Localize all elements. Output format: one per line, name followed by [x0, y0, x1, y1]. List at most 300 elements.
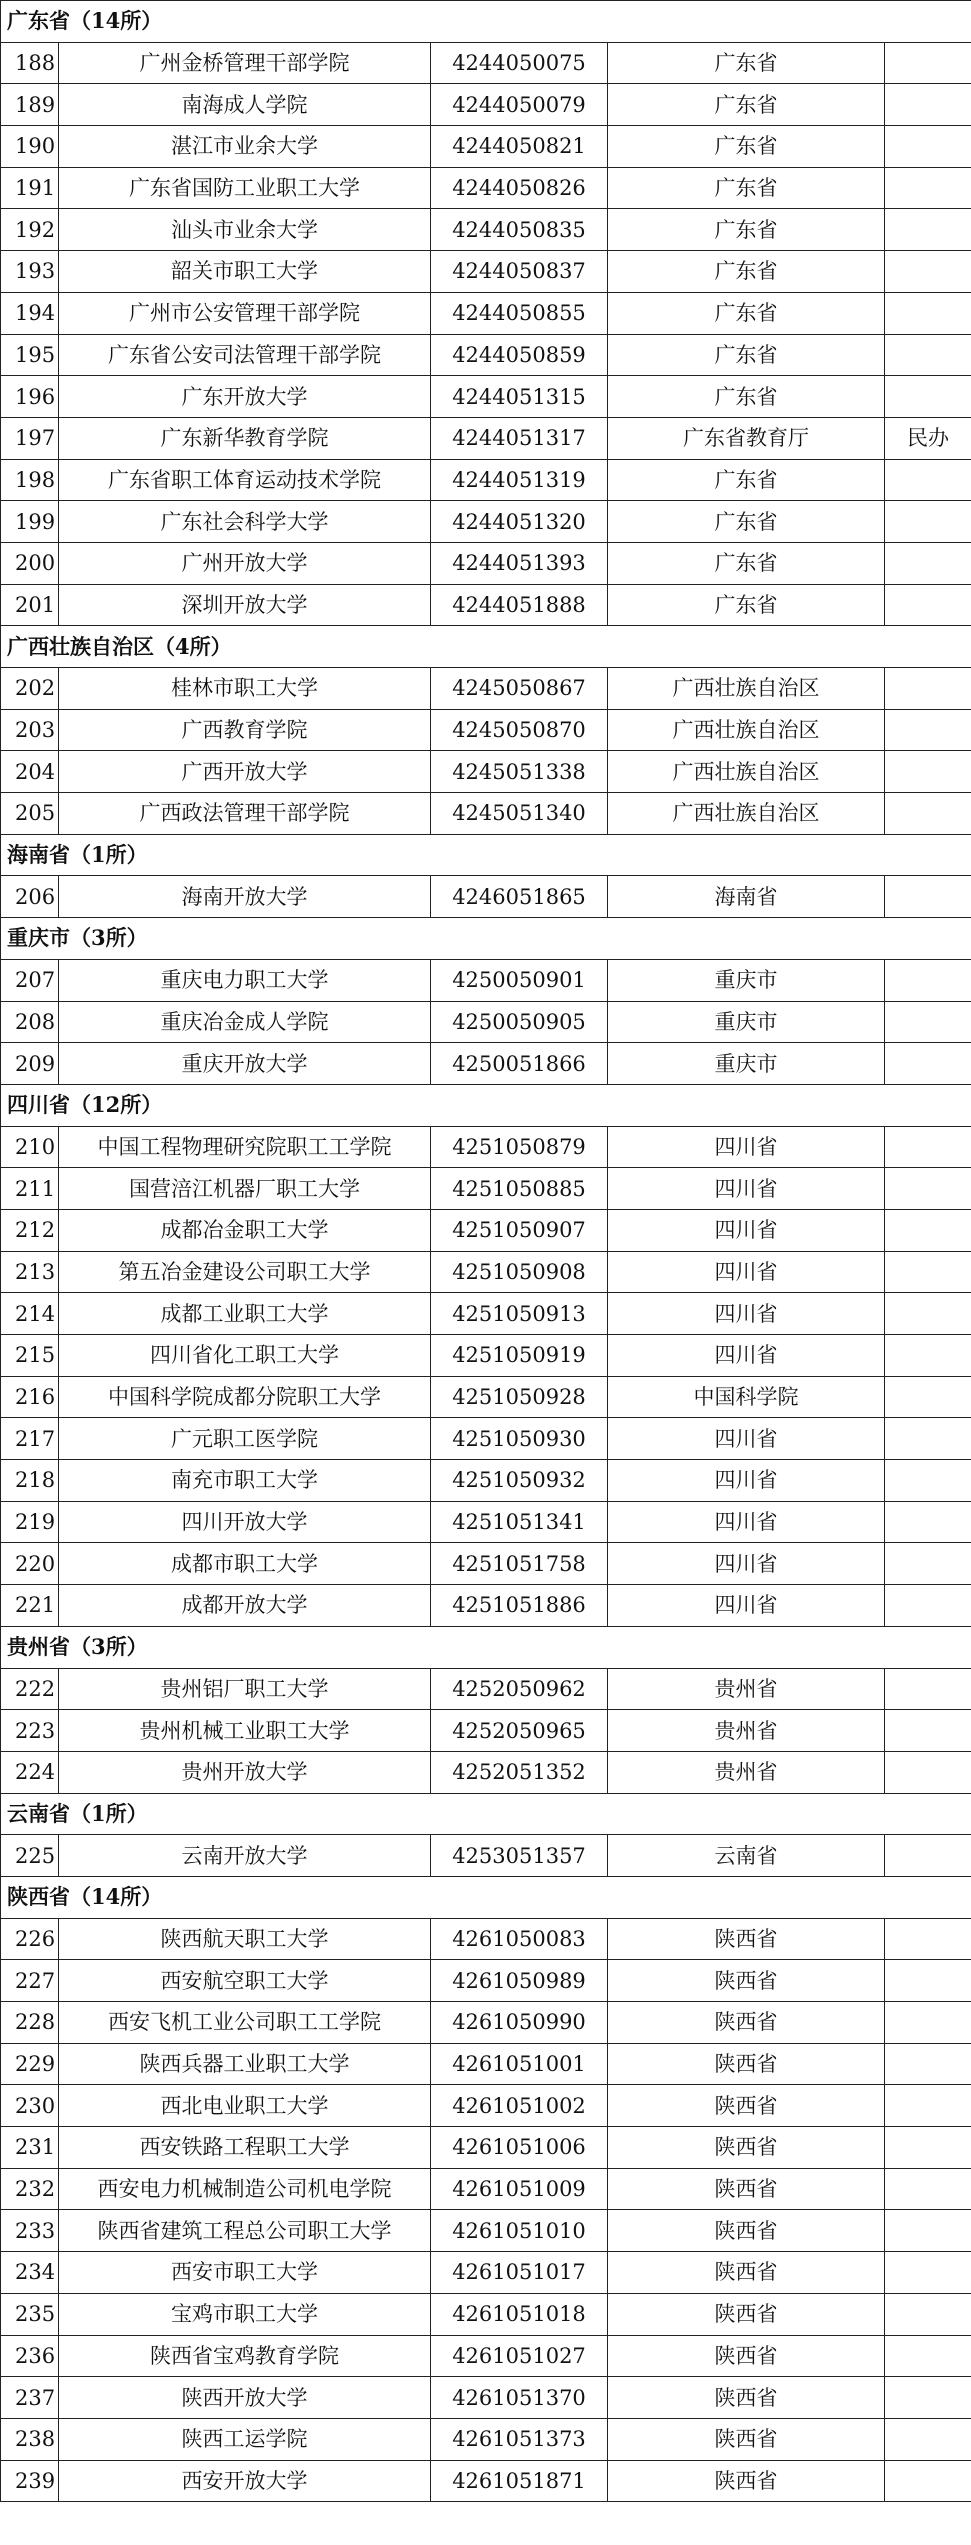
row-number: 212 — [1, 1209, 59, 1251]
institution-name: 陕西兵器工业职工大学 — [59, 2043, 431, 2085]
department: 陕西省 — [608, 1960, 885, 2002]
institution-name: 宝鸡市职工大学 — [59, 2293, 431, 2335]
note — [885, 584, 971, 626]
row-number: 202 — [1, 668, 59, 710]
institution-code: 4261051018 — [431, 2293, 608, 2335]
department: 重庆市 — [608, 1001, 885, 1043]
institution-name: 广东新华教育学院 — [59, 417, 431, 459]
note — [885, 2293, 971, 2335]
row-number: 200 — [1, 542, 59, 584]
table-row — [1, 1585, 971, 1627]
department: 四川省 — [608, 1209, 885, 1251]
group-header-row — [1, 918, 971, 960]
note — [885, 209, 971, 251]
row-number: 224 — [1, 1751, 59, 1793]
note — [885, 2002, 971, 2044]
note — [885, 1251, 971, 1293]
institution-code: 4253051357 — [431, 1835, 608, 1877]
note — [885, 459, 971, 501]
department: 四川省 — [608, 1335, 885, 1377]
institution-code: 4251050907 — [431, 1209, 608, 1251]
institution-code: 4244051319 — [431, 459, 608, 501]
department: 陕西省 — [608, 2210, 885, 2252]
institution-code: 4244050826 — [431, 167, 608, 209]
row-number: 216 — [1, 1376, 59, 1418]
institution-name: 西北电业职工大学 — [59, 2085, 431, 2127]
table-row — [1, 1710, 971, 1752]
row-number: 225 — [1, 1835, 59, 1877]
institution-name: 陕西省建筑工程总公司职工大学 — [59, 2210, 431, 2252]
table-row — [1, 709, 971, 751]
institution-name: 南充市职工大学 — [59, 1460, 431, 1502]
row-number: 217 — [1, 1418, 59, 1460]
institution-name: 贵州机械工业职工大学 — [59, 1710, 431, 1752]
table-row — [1, 2335, 971, 2377]
table-row — [1, 2293, 971, 2335]
table-row — [1, 793, 971, 835]
institution-name: 成都冶金职工大学 — [59, 1209, 431, 1251]
row-number: 196 — [1, 376, 59, 418]
institution-code: 4244050079 — [431, 84, 608, 126]
institution-name: 广西政法管理干部学院 — [59, 793, 431, 835]
row-number: 191 — [1, 167, 59, 209]
institution-name: 陕西省宝鸡教育学院 — [59, 2335, 431, 2377]
table-row — [1, 209, 971, 251]
institution-code: 4261051370 — [431, 2377, 608, 2419]
note — [885, 167, 971, 209]
department: 重庆市 — [608, 1043, 885, 1085]
note — [885, 1001, 971, 1043]
row-number: 205 — [1, 793, 59, 835]
table-row — [1, 1251, 971, 1293]
table-row — [1, 2168, 971, 2210]
note — [885, 126, 971, 168]
department: 陕西省 — [608, 2043, 885, 2085]
institution-code: 4252051352 — [431, 1751, 608, 1793]
row-number: 199 — [1, 501, 59, 543]
note — [885, 1126, 971, 1168]
table-row — [1, 167, 971, 209]
institution-code: 4244050837 — [431, 251, 608, 293]
table-row — [1, 2085, 971, 2127]
group-title: 贵州省（3所） — [1, 1626, 971, 1668]
row-number: 232 — [1, 2168, 59, 2210]
group-title: 云南省（1所） — [1, 1793, 971, 1835]
note — [885, 1918, 971, 1960]
table-row — [1, 1501, 971, 1543]
institution-code: 4246051865 — [431, 876, 608, 918]
institution-code: 4261050083 — [431, 1918, 608, 1960]
institution-code: 4252050962 — [431, 1668, 608, 1710]
table-row — [1, 2252, 971, 2294]
note — [885, 1835, 971, 1877]
department: 四川省 — [608, 1585, 885, 1627]
group-header-row — [1, 1876, 971, 1918]
department: 云南省 — [608, 1835, 885, 1877]
institution-code: 4261051010 — [431, 2210, 608, 2252]
row-number: 219 — [1, 1501, 59, 1543]
group-header-row — [1, 834, 971, 876]
note — [885, 1418, 971, 1460]
institution-code: 4244051315 — [431, 376, 608, 418]
department: 重庆市 — [608, 959, 885, 1001]
row-number: 209 — [1, 1043, 59, 1085]
institution-code: 4245051340 — [431, 793, 608, 835]
note — [885, 1960, 971, 2002]
institution-name: 贵州铝厂职工大学 — [59, 1668, 431, 1710]
institution-name: 成都工业职工大学 — [59, 1293, 431, 1335]
department: 陕西省 — [608, 2377, 885, 2419]
note: 民办 — [885, 417, 971, 459]
note — [885, 2043, 971, 2085]
note — [885, 501, 971, 543]
row-number: 237 — [1, 2377, 59, 2419]
row-number: 204 — [1, 751, 59, 793]
table-row — [1, 2002, 971, 2044]
department: 四川省 — [608, 1543, 885, 1585]
institution-name: 西安铁路工程职工大学 — [59, 2127, 431, 2169]
row-number: 197 — [1, 417, 59, 459]
table-row — [1, 251, 971, 293]
institution-name: 广东省公安司法管理干部学院 — [59, 334, 431, 376]
row-number: 198 — [1, 459, 59, 501]
table-row — [1, 1001, 971, 1043]
table-row — [1, 1960, 971, 2002]
institution-code: 4244050821 — [431, 126, 608, 168]
note — [885, 1209, 971, 1251]
department: 广东省 — [608, 251, 885, 293]
department: 广东省 — [608, 584, 885, 626]
table-row — [1, 1918, 971, 1960]
institution-name: 广元职工医学院 — [59, 1418, 431, 1460]
institution-name: 深圳开放大学 — [59, 584, 431, 626]
institution-code: 4251050928 — [431, 1376, 608, 1418]
department: 广东省 — [608, 292, 885, 334]
table-row — [1, 1543, 971, 1585]
institution-name: 第五冶金建设公司职工大学 — [59, 1251, 431, 1293]
row-number: 230 — [1, 2085, 59, 2127]
institution-name: 海南开放大学 — [59, 876, 431, 918]
institution-name: 广州金桥管理干部学院 — [59, 42, 431, 84]
note — [885, 1668, 971, 1710]
institution-name: 云南开放大学 — [59, 1835, 431, 1877]
department: 陕西省 — [608, 2168, 885, 2210]
institution-code: 4244051393 — [431, 542, 608, 584]
table-row — [1, 292, 971, 334]
department: 广东省 — [608, 126, 885, 168]
department: 贵州省 — [608, 1751, 885, 1793]
institution-name: 四川开放大学 — [59, 1501, 431, 1543]
institution-name: 中国工程物理研究院职工工学院 — [59, 1126, 431, 1168]
institution-code: 4245050870 — [431, 709, 608, 751]
row-number: 223 — [1, 1710, 59, 1752]
row-number: 238 — [1, 2418, 59, 2460]
note — [885, 1335, 971, 1377]
institution-code: 4261051373 — [431, 2418, 608, 2460]
group-title: 重庆市（3所） — [1, 918, 971, 960]
table-row — [1, 584, 971, 626]
note — [885, 292, 971, 334]
group-header-row — [1, 1084, 971, 1126]
note — [885, 376, 971, 418]
department: 四川省 — [608, 1126, 885, 1168]
table-row — [1, 84, 971, 126]
row-number: 233 — [1, 2210, 59, 2252]
institution-code: 4251051758 — [431, 1543, 608, 1585]
note — [885, 876, 971, 918]
institution-code: 4244050859 — [431, 334, 608, 376]
department: 广东省 — [608, 542, 885, 584]
department: 陕西省 — [608, 2460, 885, 2502]
institution-name: 成都市职工大学 — [59, 1543, 431, 1585]
institution-code: 4251050913 — [431, 1293, 608, 1335]
row-number: 215 — [1, 1335, 59, 1377]
note — [885, 1501, 971, 1543]
row-number: 195 — [1, 334, 59, 376]
note — [885, 42, 971, 84]
table-row — [1, 1751, 971, 1793]
table-row — [1, 1209, 971, 1251]
note — [885, 709, 971, 751]
department: 陕西省 — [608, 2002, 885, 2044]
note — [885, 334, 971, 376]
note — [885, 2127, 971, 2169]
table-row — [1, 1043, 971, 1085]
row-number: 229 — [1, 2043, 59, 2085]
row-number: 210 — [1, 1126, 59, 1168]
table-row — [1, 1126, 971, 1168]
department: 广东省 — [608, 376, 885, 418]
table-row — [1, 1335, 971, 1377]
department: 广东省 — [608, 209, 885, 251]
group-header-row — [1, 1, 971, 43]
institution-code: 4251050930 — [431, 1418, 608, 1460]
group-title: 广西壮族自治区（4所） — [1, 626, 971, 668]
institution-code: 4252050965 — [431, 1710, 608, 1752]
department: 广西壮族自治区 — [608, 709, 885, 751]
institution-name: 四川省化工职工大学 — [59, 1335, 431, 1377]
note — [885, 1751, 971, 1793]
institution-code: 4261051009 — [431, 2168, 608, 2210]
department: 广西壮族自治区 — [608, 793, 885, 835]
group-title: 陕西省（14所） — [1, 1876, 971, 1918]
institution-code: 4245050867 — [431, 668, 608, 710]
department: 四川省 — [608, 1501, 885, 1543]
note — [885, 2418, 971, 2460]
table-row — [1, 959, 971, 1001]
note — [885, 1168, 971, 1210]
institution-name: 成都开放大学 — [59, 1585, 431, 1627]
row-number: 194 — [1, 292, 59, 334]
row-number: 190 — [1, 126, 59, 168]
department: 广西壮族自治区 — [608, 668, 885, 710]
institution-name: 广西教育学院 — [59, 709, 431, 751]
institution-name: 国营涪江机器厂职工大学 — [59, 1168, 431, 1210]
group-header-row — [1, 1793, 971, 1835]
institution-name: 陕西工运学院 — [59, 2418, 431, 2460]
row-number: 193 — [1, 251, 59, 293]
department: 广东省 — [608, 84, 885, 126]
row-number: 226 — [1, 1918, 59, 1960]
institution-code: 4251050879 — [431, 1126, 608, 1168]
table-row — [1, 751, 971, 793]
note — [885, 542, 971, 584]
row-number: 189 — [1, 84, 59, 126]
institution-name: 西安电力机械制造公司机电学院 — [59, 2168, 431, 2210]
institution-code: 4244051888 — [431, 584, 608, 626]
row-number: 214 — [1, 1293, 59, 1335]
row-number: 201 — [1, 584, 59, 626]
table-row — [1, 2377, 971, 2419]
table-row — [1, 126, 971, 168]
table-row — [1, 459, 971, 501]
row-number: 208 — [1, 1001, 59, 1043]
department: 广东省 — [608, 459, 885, 501]
institution-name: 重庆开放大学 — [59, 1043, 431, 1085]
institution-name: 汕头市业余大学 — [59, 209, 431, 251]
table-row — [1, 376, 971, 418]
institution-name: 贵州开放大学 — [59, 1751, 431, 1793]
institution-name: 广西开放大学 — [59, 751, 431, 793]
institution-code: 4261051001 — [431, 2043, 608, 2085]
row-number: 228 — [1, 2002, 59, 2044]
table-row — [1, 2210, 971, 2252]
institution-code: 4245051338 — [431, 751, 608, 793]
group-title: 广东省（14所） — [1, 1, 971, 43]
institution-code: 4261051006 — [431, 2127, 608, 2169]
department: 四川省 — [608, 1293, 885, 1335]
department: 广东省教育厅 — [608, 417, 885, 459]
institution-code: 4244050835 — [431, 209, 608, 251]
institution-name: 广州开放大学 — [59, 542, 431, 584]
department: 广东省 — [608, 167, 885, 209]
row-number: 221 — [1, 1585, 59, 1627]
table-row — [1, 334, 971, 376]
note — [885, 668, 971, 710]
table-row — [1, 2460, 971, 2502]
institution-name: 陕西航天职工大学 — [59, 1918, 431, 1960]
row-number: 235 — [1, 2293, 59, 2335]
row-number: 211 — [1, 1168, 59, 1210]
institution-name: 广东社会科学大学 — [59, 501, 431, 543]
department: 贵州省 — [608, 1710, 885, 1752]
note — [885, 1460, 971, 1502]
table-row — [1, 501, 971, 543]
table-row — [1, 1168, 971, 1210]
row-number: 213 — [1, 1251, 59, 1293]
note — [885, 751, 971, 793]
department: 广东省 — [608, 334, 885, 376]
institution-name: 韶关市职工大学 — [59, 251, 431, 293]
institution-code: 4244050855 — [431, 292, 608, 334]
note — [885, 2377, 971, 2419]
note — [885, 1585, 971, 1627]
institution-name: 桂林市职工大学 — [59, 668, 431, 710]
institution-name: 广东省国防工业职工大学 — [59, 167, 431, 209]
group-title: 四川省（12所） — [1, 1084, 971, 1126]
table-row — [1, 417, 971, 459]
table-row — [1, 2043, 971, 2085]
table-row — [1, 1293, 971, 1335]
table-row — [1, 1418, 971, 1460]
note — [885, 2335, 971, 2377]
institution-code: 4244051320 — [431, 501, 608, 543]
institution-code: 4261050990 — [431, 2002, 608, 2044]
institution-name: 西安航空职工大学 — [59, 1960, 431, 2002]
department: 广东省 — [608, 42, 885, 84]
institution-name: 陕西开放大学 — [59, 2377, 431, 2419]
institution-code: 4261051017 — [431, 2252, 608, 2294]
table-row — [1, 668, 971, 710]
table-row — [1, 1376, 971, 1418]
institution-name: 西安市职工大学 — [59, 2252, 431, 2294]
note — [885, 1293, 971, 1335]
row-number: 227 — [1, 1960, 59, 2002]
department: 四川省 — [608, 1418, 885, 1460]
department: 陕西省 — [608, 2293, 885, 2335]
institution-name: 湛江市业余大学 — [59, 126, 431, 168]
table-row — [1, 42, 971, 84]
department: 四川省 — [608, 1460, 885, 1502]
institution-code: 4244050075 — [431, 42, 608, 84]
row-number: 236 — [1, 2335, 59, 2377]
note — [885, 793, 971, 835]
department: 陕西省 — [608, 2127, 885, 2169]
department: 四川省 — [608, 1251, 885, 1293]
institution-code: 4251051886 — [431, 1585, 608, 1627]
note — [885, 1376, 971, 1418]
table-row — [1, 542, 971, 584]
institution-name: 南海成人学院 — [59, 84, 431, 126]
institution-name: 重庆冶金成人学院 — [59, 1001, 431, 1043]
row-number: 218 — [1, 1460, 59, 1502]
institution-name: 广州市公安管理干部学院 — [59, 292, 431, 334]
row-number: 203 — [1, 709, 59, 751]
note — [885, 2252, 971, 2294]
department: 广东省 — [608, 501, 885, 543]
institution-name: 中国科学院成都分院职工大学 — [59, 1376, 431, 1418]
institution-code: 4250051866 — [431, 1043, 608, 1085]
department: 广西壮族自治区 — [608, 751, 885, 793]
department: 陕西省 — [608, 1918, 885, 1960]
institution-code: 4261050989 — [431, 1960, 608, 2002]
table-row — [1, 2418, 971, 2460]
institution-code: 4250050905 — [431, 1001, 608, 1043]
department: 贵州省 — [608, 1668, 885, 1710]
note — [885, 2210, 971, 2252]
row-number: 222 — [1, 1668, 59, 1710]
institution-name: 重庆电力职工大学 — [59, 959, 431, 1001]
department: 陕西省 — [608, 2085, 885, 2127]
note — [885, 251, 971, 293]
institution-name: 西安飞机工业公司职工工学院 — [59, 2002, 431, 2044]
department: 陕西省 — [608, 2418, 885, 2460]
institution-name: 广东省职工体育运动技术学院 — [59, 459, 431, 501]
note — [885, 84, 971, 126]
institution-code: 4261051027 — [431, 2335, 608, 2377]
table-row — [1, 1835, 971, 1877]
row-number: 188 — [1, 42, 59, 84]
institution-code: 4261051002 — [431, 2085, 608, 2127]
department: 海南省 — [608, 876, 885, 918]
department: 陕西省 — [608, 2252, 885, 2294]
department: 中国科学院 — [608, 1376, 885, 1418]
note — [885, 2085, 971, 2127]
note — [885, 959, 971, 1001]
institution-code: 4250050901 — [431, 959, 608, 1001]
table-row — [1, 1460, 971, 1502]
group-title: 海南省（1所） — [1, 834, 971, 876]
